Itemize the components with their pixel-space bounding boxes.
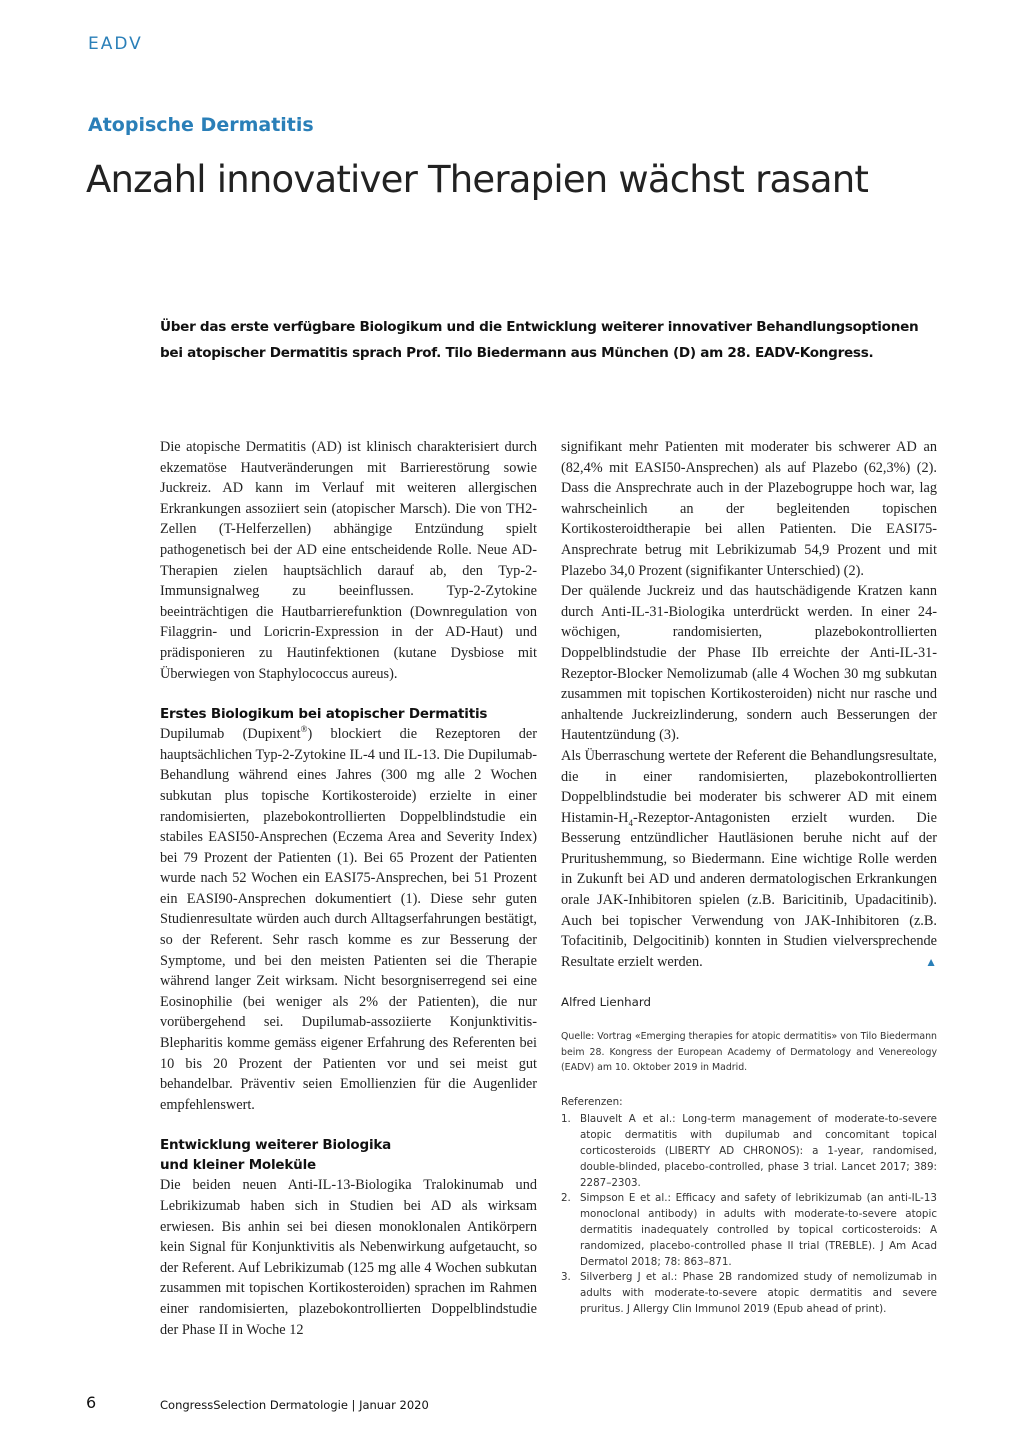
references-title: Referenzen: bbox=[561, 1095, 623, 1108]
intro-paragraph: Die atopische Dermatitis (AD) ist klinisch charakterisiert durch ekzematöse Hautveränderungen mit Barrierestörung sowie Juckreiz. AD kann im Verlauf mit weiteren allergischen Erkrankungen assoziiert sein (atopischer Marsch). Die von TH2-Zellen (T-Helferzellen) abhängige Entzündung spielt pathogenetisch bei der AD eine entscheidende Rolle. Neue AD-Therapien zielen hauptsächlich darauf ab, den Typ-2-Immunsignalweg zu beeinflussen. Typ-2-Zytokine beeinträchtigen die Hautbarrierefunktion (Downregulation von Filaggrin- und Loricrin-Expression in der AD-Haut) und prädisponieren zu Hautinfektionen (kutane Dysbiose mit Überwiegen von Staphylococcus aureus). bbox=[160, 439, 537, 682]
page-number: 6 bbox=[86, 1393, 97, 1412]
publication-footer: CongressSelection Dermatologie | Januar 2020 bbox=[160, 1398, 429, 1412]
reference-text: Simpson E et al.: Efficacy and safety of lebrikizumab (an anti-IL-13 monoclonal antibody) in adults with moderate-to-severe atopic dermatitis inadequately controlled by topical corticosteroids: A randomized, placebo-controlled phase II trial (TREBLE). J Am Acad Dermatol 2018; 78: 863–871. bbox=[580, 1192, 937, 1268]
reference-number: 2. bbox=[561, 1192, 571, 1205]
right-column bbox=[561, 437, 937, 1318]
end-triangle-icon: ▲ bbox=[925, 954, 937, 969]
author-name: Alfred Lienhard bbox=[561, 995, 652, 1010]
dupilumab-paragraph bbox=[160, 724, 537, 1115]
anti-il13-paragraph: Die beiden neuen Anti-IL-13-Biologika Tralokinumab und Lebrikizumab haben sich in Studien bei AD als wirksam erwiesen. Bis anhin sei bei diesen monoklonalen Antikörpern kein Signal für Konjunktivitis als Nebenwirkung aufgetaucht, so der Referent. Auf Lebrikizumab (125 mg alle 4 Wochen subkutan zusammen mit topischen Kortikosteroiden) sprachen im Rahmen einer randomisierten, plazebokontrollierten Doppelblindstudie der Phase II in Woche 12 bbox=[160, 1177, 537, 1338]
jak-paragraph bbox=[561, 746, 937, 973]
subheading-line-1: Entwicklung weiterer Biologika bbox=[160, 1137, 392, 1154]
section-label: EADV bbox=[88, 34, 143, 54]
jak-paragraph-start: Als Überraschung wertete der Referent die Behandlungsresultate, die in einer randomisierten, plazebokontrollierten Doppelblindstudie bei moderater bis schwerer AD mit einem Histamin-H bbox=[561, 747, 937, 826]
jak-paragraph-rest: -Rezeptor-Antagonisten erzielt wurden. Die Besserung entzündlicher Hautläsionen beruhe nicht auf der Pruritushemmung, so Biedermann. Eine wichtige Rolle werden in Zukunft bei AD und anderen dermatologischen Erkrankungen orale JAK-Inhibitoren spielen (z.B. Baricitinib, Upadacitinib). Auch bei topischer Verwendung von JAK-Inhibitoren (z.B. Tofacitinib, Delgocitinib) konnten in Studien vielversprechende Resultate erzielt werden. bbox=[561, 809, 937, 970]
reference-number: 3. bbox=[561, 1271, 571, 1284]
article-kicker: Atopische Dermatitis bbox=[88, 114, 314, 136]
reference-text: Silverberg J et al.: Phase 2B randomized study of nemolizumab in adults with moderate-to-severe atopic dermatitis and severe pruritus. J Allergy Clin Immunol 2019 (Epub ahead of print). bbox=[580, 1271, 937, 1315]
registered-mark: ® bbox=[300, 724, 308, 735]
dupilumab-paragraph-start: Dupilumab (Dupixent bbox=[160, 726, 301, 743]
article-title: Anzahl innovativer Therapien wächst rasant bbox=[86, 158, 869, 201]
h4-subscript: 4 bbox=[628, 817, 634, 828]
reference-item bbox=[561, 1191, 937, 1270]
reference-item bbox=[561, 1112, 937, 1191]
subheading-further-biologics bbox=[160, 1135, 537, 1175]
source-note: Quelle: Vortrag «Emerging therapies for atopic dermatitis» von Tilo Biedermann beim 28. Kongress der European Academy of Dermatology and Venereology (EADV) am 10. Oktober 2019 in Madrid. bbox=[561, 1031, 937, 1074]
reference-item bbox=[561, 1270, 937, 1317]
pruritus-paragraph: Der quälende Juckreiz und das hautschädigende Kratzen kann durch Anti-IL-31-Biologika unterdrückt werden. In einer 24-wöchigen, randomisierten, plazebokontrollierten Doppelblindstudie der Phase IIb erreichte der Anti-IL-31-Rezeptor-Blocker Nemolizumab (alle 4 Wochen 30 mg subkutan zusammen mit topischen Kortikosteroiden) nicht nur rasche und anhaltende Juckreizlinderung, sondern auch Besserungen der Hautentzündung (3). bbox=[561, 583, 937, 744]
reference-number: 1. bbox=[561, 1113, 571, 1126]
dupilumab-paragraph-rest: ) blockiert die Rezeptoren der hauptsächlichen Typ-2-Zytokine IL-4 und IL-13. Die Dupilumab-Behandlung während eines Jahres (300 mg alle 2 Wochen subkutan plus topische Kortikosteroide) erzielte in einer randomisierten, plazebokontrollierten Doppelblindstudie ein stabiles EASI50-Ansprechen (Eczema Area and Severity Index) bei 79 Prozent der Patienten (1). Bei 65 Prozent der Patienten wurde nach 52 Wochen ein EASI75-Ansprechen, bei 51 Prozent ein EASI90-Ansprechen dokumentiert (1). Diese sehr guten Studienresultate würden auch durch Alltagserfahrungen bestätigt, so der Referent. Sehr rasch komme es zur Besserung der Symptome, und bei den meisten Patienten sei die Therapie während langer Zeit wirksam. Nicht besorgniserregend sei eine Eosinophilie (bei weniger als 2% der Patienten), die nur vorübergehend sei. Dupilumab-assoziierte Konjunktivitis-Blepharitis komme gemäss eigener Erfahrung des Referenten bei 10 bis 20 Prozent der Patienten vor und sei meist gut behandelbar. Präventiv seien Emollienzien für die Augenlider empfehlenswert. bbox=[160, 726, 537, 1113]
references-list bbox=[561, 1112, 937, 1317]
subheading-first-biologic: Erstes Biologikum bei atopischer Dermatitis bbox=[160, 706, 488, 723]
left-column bbox=[160, 437, 537, 1340]
article-lead: Über das erste verfügbare Biologikum und die Entwicklung weiterer innovativer Behandlungsoptionen bei atopischer Dermatitis sprach Prof. Tilo Biedermann aus München (D) am 28. EADV-Kongress. bbox=[160, 319, 919, 361]
reference-text: Blauvelt A et al.: Long-term management of moderate-to-severe atopic dermatitis with dupilumab and concomitant topical corticosteroids (LIBERTY AD CHRONOS): a 1-year, randomised, double-blinded, placebo-controlled, phase 3 trial. Lancet 2017; 389: 2287–2303. bbox=[580, 1113, 937, 1189]
lebrikizumab-paragraph: signifikant mehr Patienten mit moderater bis schwerer AD an (82,4% mit EASI50-Ansprechen) als auf Plazebo (62,3%) (2). Dass die Ansprechrate auch in der Plazebogruppe hoch war, lag wahrscheinlich an der begleitenden topischen Kortikosteroidtherapie bei allen Patienten. Die EASI75-Ansprechrate betrug mit Lebrikizumab 54,9 Prozent und mit Plazebo 34,0 Prozent (signifikanter Unterschied) (2). bbox=[561, 439, 937, 579]
subheading-line-2: und kleiner Moleküle bbox=[160, 1157, 316, 1174]
